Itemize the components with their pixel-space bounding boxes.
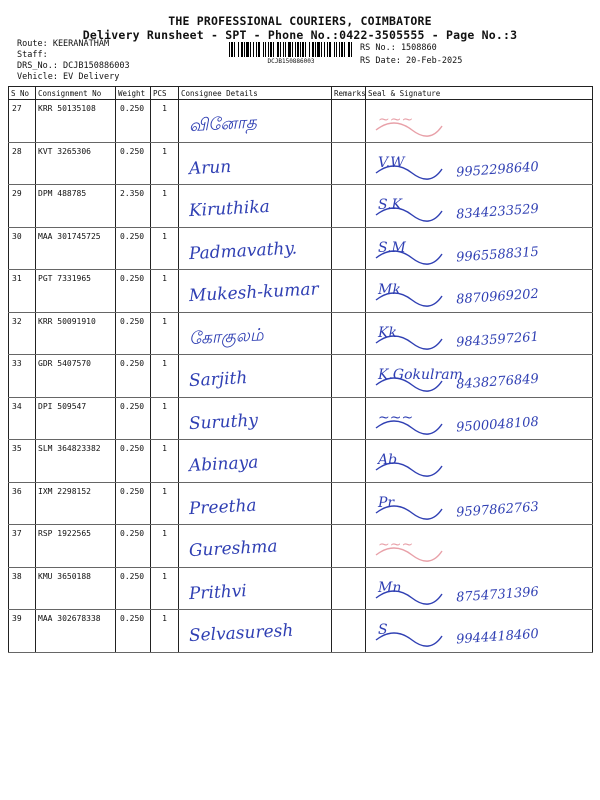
runsheet-rows: [9, 100, 593, 653]
row-consignee-signature: [179, 355, 332, 398]
barcode-bar: [256, 42, 257, 57]
row-consignment-no: MAA 301745725: [36, 227, 116, 270]
signature-handwriting: [366, 143, 593, 185]
consignee-name: Sarjith: [188, 368, 248, 392]
row-seal-signature: [366, 270, 593, 313]
barcode-bar: [280, 42, 281, 57]
row-seal-signature: [366, 100, 593, 143]
signature-phone: 8344233529: [455, 201, 540, 223]
signature-mark: Pr: [378, 494, 395, 511]
row-consignment-no: GDR 5407570: [36, 355, 116, 398]
signature-mark: S: [378, 622, 388, 638]
row-seal-signature: [366, 142, 593, 185]
vehicle-label: Vehicle: EV Delivery: [17, 72, 120, 82]
row-sno: 29: [9, 185, 36, 228]
barcode-bar: [309, 42, 310, 57]
row-consignment-no: KVT 3265306: [36, 142, 116, 185]
signature-phone: 9500048108: [455, 414, 540, 435]
row-consignment-no: RSP 1922565: [36, 525, 116, 568]
row-weight: 0.250: [116, 610, 151, 653]
row-seal-signature: [366, 397, 593, 440]
barcode-bar: [329, 42, 331, 57]
row-consignee-signature: [179, 440, 332, 483]
signature-handwriting: [366, 483, 593, 525]
table-row: [9, 270, 593, 313]
row-seal-signature: [366, 610, 593, 653]
barcode-bar: [348, 42, 350, 57]
consignee-name: Arun: [188, 156, 232, 179]
barcode-bar: [312, 42, 314, 57]
row-weight: 0.250: [116, 270, 151, 313]
signature-stroke: [376, 336, 442, 349]
signature-mark: ~~~: [378, 112, 414, 128]
row-pcs: 1: [151, 100, 179, 143]
col-pcs: PCS: [151, 87, 179, 100]
barcode-bar: [315, 42, 316, 57]
row-pcs: 1: [151, 270, 179, 313]
signature-handwriting: [366, 313, 593, 355]
row-sno: 38: [9, 567, 36, 610]
barcode-bar: [234, 42, 235, 57]
barcode-bar: [297, 42, 299, 57]
signature-mark: S.K: [378, 197, 403, 213]
row-sno: 30: [9, 227, 36, 270]
row-sno: 35: [9, 440, 36, 483]
signature-handwriting: [366, 398, 593, 440]
col-sno: S No: [9, 87, 36, 100]
row-pcs: 1: [151, 567, 179, 610]
table-row: [9, 397, 593, 440]
col-signature: Seal & Signature: [366, 87, 593, 100]
col-consignment: Consignment No: [36, 87, 116, 100]
row-sno: 34: [9, 397, 36, 440]
consignee-handwriting: [179, 525, 332, 567]
consignee-handwriting: [179, 610, 332, 652]
barcode-bar: [231, 42, 233, 57]
row-consignee-signature: [179, 100, 332, 143]
table-row: [9, 567, 593, 610]
barcode-bar: [268, 42, 269, 57]
row-consignee-signature: [179, 270, 332, 313]
signature-handwriting: [366, 185, 593, 227]
barcode-bar: [336, 42, 337, 57]
row-consignee-signature: [179, 185, 332, 228]
signature-mark: Mn: [378, 579, 402, 596]
signature-phone: 8438276849: [455, 371, 540, 393]
row-seal-signature: [366, 440, 593, 483]
row-pcs: 1: [151, 142, 179, 185]
row-consignment-no: IXM 2298152: [36, 482, 116, 525]
row-remarks: [332, 227, 366, 270]
consignee-handwriting: [179, 143, 332, 185]
signature-stroke: [376, 463, 442, 476]
row-remarks: [332, 142, 366, 185]
consignee-handwriting: [179, 568, 332, 610]
row-seal-signature: [366, 185, 593, 228]
row-consignee-signature: [179, 142, 332, 185]
barcode-bar: [344, 42, 345, 57]
consignee-name: Preetha: [188, 495, 258, 519]
row-consignment-no: KMU 3650188: [36, 567, 116, 610]
signature-handwriting: [366, 228, 593, 270]
barcode-bar: [292, 42, 293, 57]
header-company: THE PROFESSIONAL COURIERS, COIMBATORE: [168, 14, 432, 28]
signature-mark: ~~~: [378, 537, 414, 553]
signature-phone: 9965588315: [455, 244, 540, 265]
row-seal-signature: [366, 482, 593, 525]
signature-mark: Kk: [378, 324, 397, 341]
row-weight: 0.250: [116, 312, 151, 355]
signature-mark: S.M: [378, 239, 406, 256]
barcode-bar: [341, 42, 343, 57]
row-consignment-no: DPM 488785: [36, 185, 116, 228]
row-consignment-no: PGT 7331965: [36, 270, 116, 313]
signature-handwriting: [366, 440, 593, 482]
consignee-name: Suruthy: [188, 410, 259, 434]
barcode-bar: [229, 42, 230, 57]
barcode-bar: [300, 42, 301, 57]
row-consignee-signature: [179, 312, 332, 355]
barcode-bar: [265, 42, 266, 57]
row-sno: 28: [9, 142, 36, 185]
signature-phone: 9843597261: [455, 329, 540, 350]
row-pcs: 1: [151, 185, 179, 228]
row-remarks: [332, 525, 366, 568]
barcode-bar: [246, 42, 249, 57]
barcode-bar: [238, 42, 239, 57]
consignee-handwriting: [179, 270, 332, 312]
row-consignee-signature: [179, 567, 332, 610]
consignee-name: கோகுலம்: [188, 324, 265, 349]
signature-mark: Mk: [378, 282, 401, 298]
row-sno: 39: [9, 610, 36, 653]
row-sno: 32: [9, 312, 36, 355]
signature-phone: 9597862763: [455, 499, 540, 520]
consignee-name: Prithvi: [188, 580, 248, 604]
staff-label: Staff:: [17, 50, 48, 60]
row-weight: 0.250: [116, 525, 151, 568]
signature-handwriting: [366, 610, 593, 652]
signature-phone: 9952298640: [455, 159, 540, 180]
barcode-bar: [334, 42, 335, 57]
row-remarks: [332, 482, 366, 525]
barcode-bar: [270, 42, 272, 57]
barcode-bar: [273, 42, 274, 57]
consignee-handwriting: [179, 185, 332, 227]
barcode-bar: [253, 42, 254, 57]
table-row: [9, 525, 593, 568]
consignee-handwriting: [179, 398, 332, 440]
row-weight: 2.350: [116, 185, 151, 228]
row-consignment-no: KRR 50091910: [36, 312, 116, 355]
signature-mark: ~~~: [378, 409, 414, 426]
row-consignee-signature: [179, 610, 332, 653]
barcode-bar: [327, 42, 328, 57]
barcode-bar: [250, 42, 251, 57]
row-consignment-no: KRR 50135108: [36, 100, 116, 143]
barcode-bar: [305, 42, 306, 57]
row-remarks: [332, 312, 366, 355]
rs-date: RS Date: 20-Feb-2025: [360, 56, 463, 66]
consignee-name: Kiruthika: [188, 196, 271, 222]
row-sno: 27: [9, 100, 36, 143]
barcode-bar: [258, 42, 260, 57]
table-row: [9, 100, 593, 143]
row-remarks: [332, 355, 366, 398]
signature-stroke: [376, 293, 442, 306]
signature-stroke: [376, 633, 442, 646]
col-remarks: Remarks: [332, 87, 366, 100]
rs-no: RS No.: 1508860: [360, 43, 437, 53]
drs-label: DRS_No.: DCJB150886003: [17, 61, 130, 71]
signature-handwriting: [366, 270, 593, 312]
row-weight: 0.250: [116, 100, 151, 143]
col-weight: Weight: [116, 87, 151, 100]
signature-handwriting: [366, 525, 593, 567]
barcode-bar: [317, 42, 320, 57]
signature-stroke: [376, 251, 442, 264]
signature-stroke: [376, 591, 442, 604]
row-consignee-signature: [179, 227, 332, 270]
row-remarks: [332, 397, 366, 440]
table-row: [9, 482, 593, 525]
row-weight: 0.250: [116, 355, 151, 398]
table-row: [9, 142, 593, 185]
row-pcs: 1: [151, 525, 179, 568]
row-sno: 37: [9, 525, 36, 568]
barcode-bar: [285, 42, 286, 57]
row-weight: 0.250: [116, 482, 151, 525]
signature-stroke: [376, 166, 442, 179]
signature-phone: 8754731396: [455, 584, 540, 605]
table-row: [9, 185, 593, 228]
barcode-bar: [241, 42, 243, 57]
consignee-handwriting: [179, 313, 332, 355]
row-weight: 0.250: [116, 440, 151, 483]
barcode-bar: [302, 42, 304, 57]
row-remarks: [332, 270, 366, 313]
table-row: [9, 610, 593, 653]
row-remarks: [332, 440, 366, 483]
consignee-handwriting: [179, 483, 332, 525]
header-subtitle: Delivery Runsheet - SPT - Phone No.:0422-3505555 - Page No.:3: [82, 28, 518, 42]
barcode-bar: [351, 42, 352, 57]
row-consignee-signature: [179, 482, 332, 525]
consignee-name: Padmavathy.: [188, 237, 298, 264]
row-remarks: [332, 610, 366, 653]
barcode-bar: [324, 42, 325, 57]
table-row: [9, 312, 593, 355]
barcode-bar: [283, 42, 284, 57]
table-row: [9, 355, 593, 398]
consignee-handwriting: [179, 100, 332, 142]
row-sno: 33: [9, 355, 36, 398]
row-consignment-no: MAA 302678338: [36, 610, 116, 653]
row-pcs: 1: [151, 440, 179, 483]
signature-mark: K.Gokulram: [378, 367, 463, 383]
consignee-name: Gureshma: [188, 536, 279, 562]
signature-handwriting: [366, 355, 593, 397]
row-remarks: [332, 567, 366, 610]
consignee-handwriting: [179, 355, 332, 397]
barcode-bar: [321, 42, 322, 57]
row-seal-signature: [366, 525, 593, 568]
barcode-bar: [263, 42, 264, 57]
row-remarks: [332, 185, 366, 228]
signature-mark: Ab: [378, 452, 398, 468]
row-pcs: 1: [151, 227, 179, 270]
row-weight: 0.250: [116, 142, 151, 185]
consignee-handwriting: [179, 440, 332, 482]
signature-handwriting: [366, 100, 593, 142]
row-seal-signature: [366, 312, 593, 355]
table-row: [9, 440, 593, 483]
barcode-bar: [295, 42, 296, 57]
row-pcs: 1: [151, 610, 179, 653]
consignee-name: Abinaya: [188, 452, 259, 477]
consignee-name: Mukesh-kumar: [188, 279, 320, 307]
signature-phone: 8870969202: [455, 286, 540, 308]
table-row: [9, 227, 593, 270]
row-seal-signature: [366, 355, 593, 398]
row-consignment-no: SLM 364823382: [36, 440, 116, 483]
signature-mark: V.W: [378, 154, 405, 171]
signature-phone: 9944418460: [455, 626, 540, 648]
row-seal-signature: [366, 227, 593, 270]
signature-handwriting: [366, 568, 593, 610]
runsheet-table: [8, 86, 593, 653]
barcode-bar: [339, 42, 340, 57]
consignee-handwriting: [179, 228, 332, 270]
barcode-bar: [288, 42, 291, 57]
row-remarks: [332, 100, 366, 143]
barcode-bar: [277, 42, 279, 57]
row-pcs: 1: [151, 312, 179, 355]
row-pcs: 1: [151, 355, 179, 398]
barcode-number: DCJB150886003: [267, 58, 315, 65]
row-seal-signature: [366, 567, 593, 610]
row-pcs: 1: [151, 482, 179, 525]
route-label: Route: KEERANATHAM: [17, 39, 110, 49]
row-pcs: 1: [151, 397, 179, 440]
col-consignee: Consignee Details: [179, 87, 332, 100]
barcode-bar: [244, 42, 245, 57]
row-sno: 31: [9, 270, 36, 313]
row-consignee-signature: [179, 525, 332, 568]
row-weight: 0.250: [116, 567, 151, 610]
row-consignee-signature: [179, 397, 332, 440]
row-weight: 0.250: [116, 397, 151, 440]
row-consignment-no: DPI 509547: [36, 397, 116, 440]
row-sno: 36: [9, 482, 36, 525]
signature-stroke: [376, 506, 442, 519]
row-weight: 0.250: [116, 227, 151, 270]
signature-stroke: [376, 208, 442, 221]
consignee-name: வினோத: [188, 112, 258, 137]
consignee-name: Selvasuresh: [188, 620, 294, 647]
